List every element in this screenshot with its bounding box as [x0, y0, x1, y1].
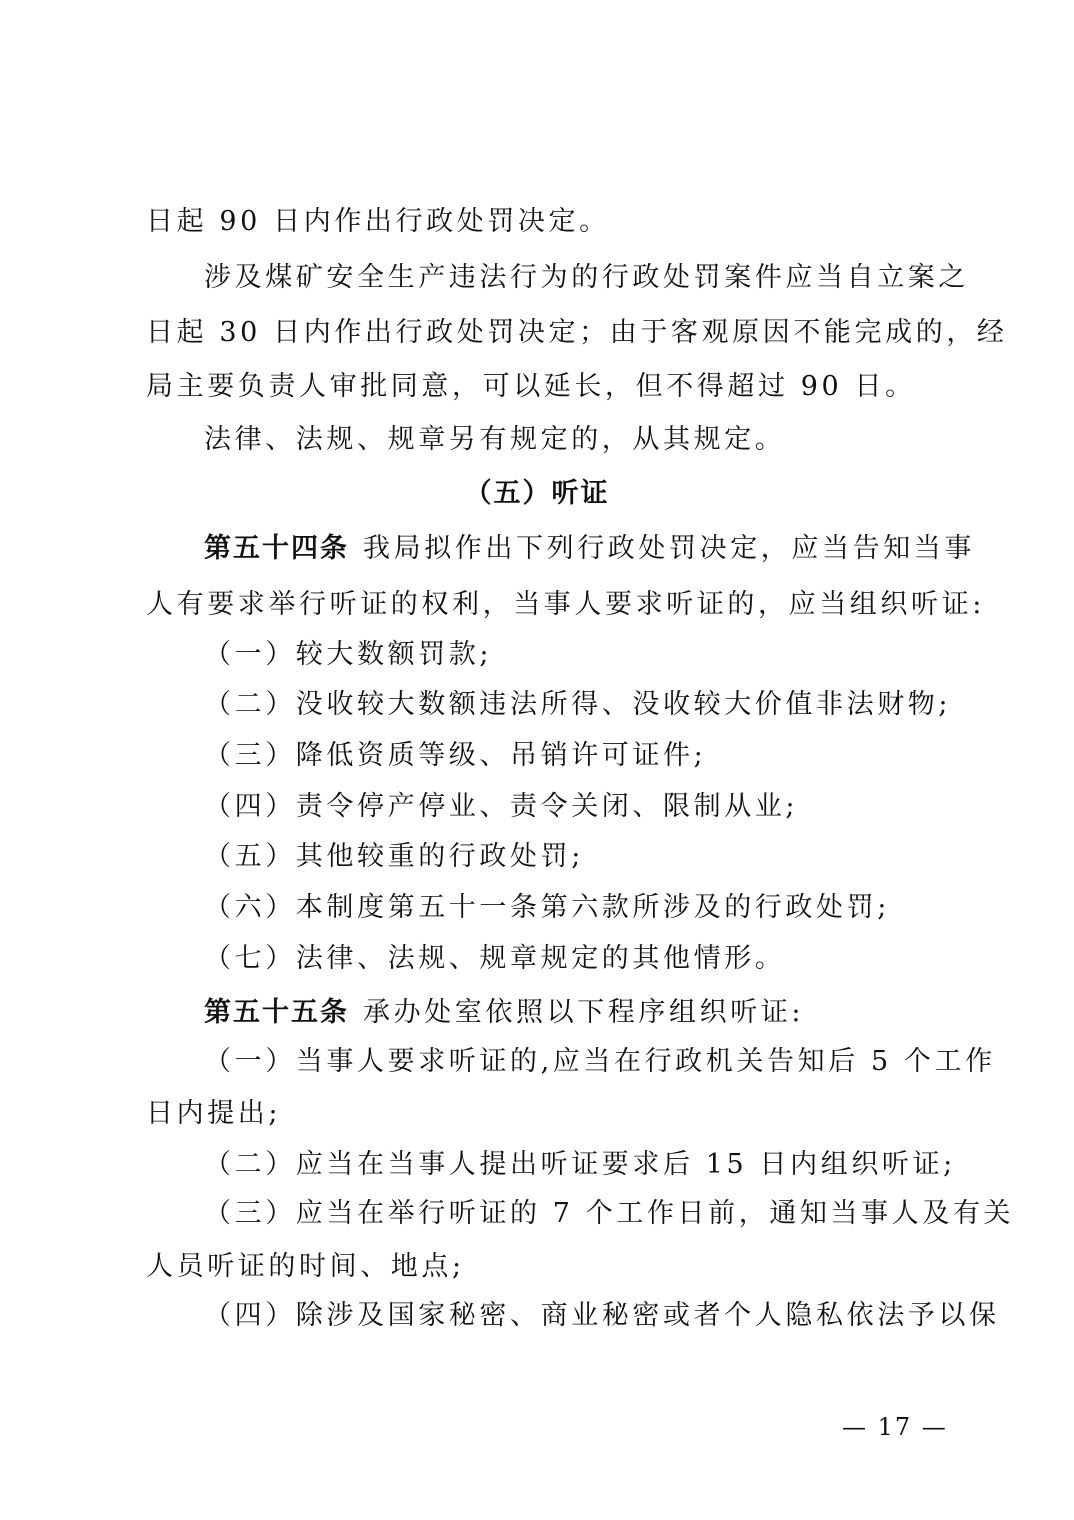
body-text-line: 法律、法规、规章另有规定的，从其规定。 — [204, 424, 786, 455]
section-heading: （五）听证 — [464, 478, 610, 509]
list-item: （一）当事人要求听证的,应当在行政机关告知后 5 个工作 — [204, 1046, 996, 1077]
body-text-line: 局主要负责人审批同意，可以延长，但不得超过 90 日。 — [146, 371, 916, 402]
article-54-label: 第五十四条 — [204, 533, 349, 564]
body-text-line: 日起 30 日内作出行政处罚决定；由于客观原因不能完成的，经 — [146, 317, 1008, 348]
page-number: — 17 — — [842, 1413, 948, 1441]
list-item: （四）除涉及国家秘密、商业秘密或者个人隐私依法予以保 — [204, 1300, 1000, 1331]
article-55-text: 承办处室依照以下程序组织听证: — [363, 997, 805, 1028]
list-item: （六）本制度第五十一条第六款所涉及的行政处罚; — [204, 892, 890, 923]
article-54-paragraph — [204, 532, 975, 566]
body-text-line: 涉及煤矿安全生产违法行为的行政处罚案件应当自立案之 — [204, 262, 969, 293]
article-54-text: 我局拟作出下列行政处罚决定，应当告知当事 — [363, 533, 975, 564]
body-text-line: 人有要求举行听证的权利，当事人要求听证的，应当组织听证: — [146, 589, 985, 620]
body-text-line: 日内提出; — [146, 1098, 282, 1129]
body-text-line: 日起 90 日内作出行政处罚决定。 — [146, 206, 610, 237]
list-item: （七）法律、法规、规章规定的其他情形。 — [204, 943, 786, 974]
list-item: （一）较大数额罚款; — [204, 639, 493, 670]
list-item: （三）降低资质等级、吊销许可证件; — [204, 740, 707, 771]
list-item: （三）应当在举行听证的 7 个工作日前，通知当事人及有关 — [204, 1198, 1015, 1229]
list-item: （五）其他较重的行政处罚; — [204, 841, 584, 872]
body-text-line: 人员听证的时间、地点; — [146, 1251, 465, 1282]
article-55-paragraph — [204, 996, 804, 1030]
list-item: （二）没收较大数额违法所得、没收较大价值非法财物; — [204, 689, 952, 720]
list-item: （二）应当在当事人提出听证要求后 15 日内组织听证; — [204, 1149, 956, 1180]
article-55-label: 第五十五条 — [204, 997, 349, 1028]
list-item: （四）责令停产停业、责令关闭、限制从业; — [204, 791, 799, 822]
